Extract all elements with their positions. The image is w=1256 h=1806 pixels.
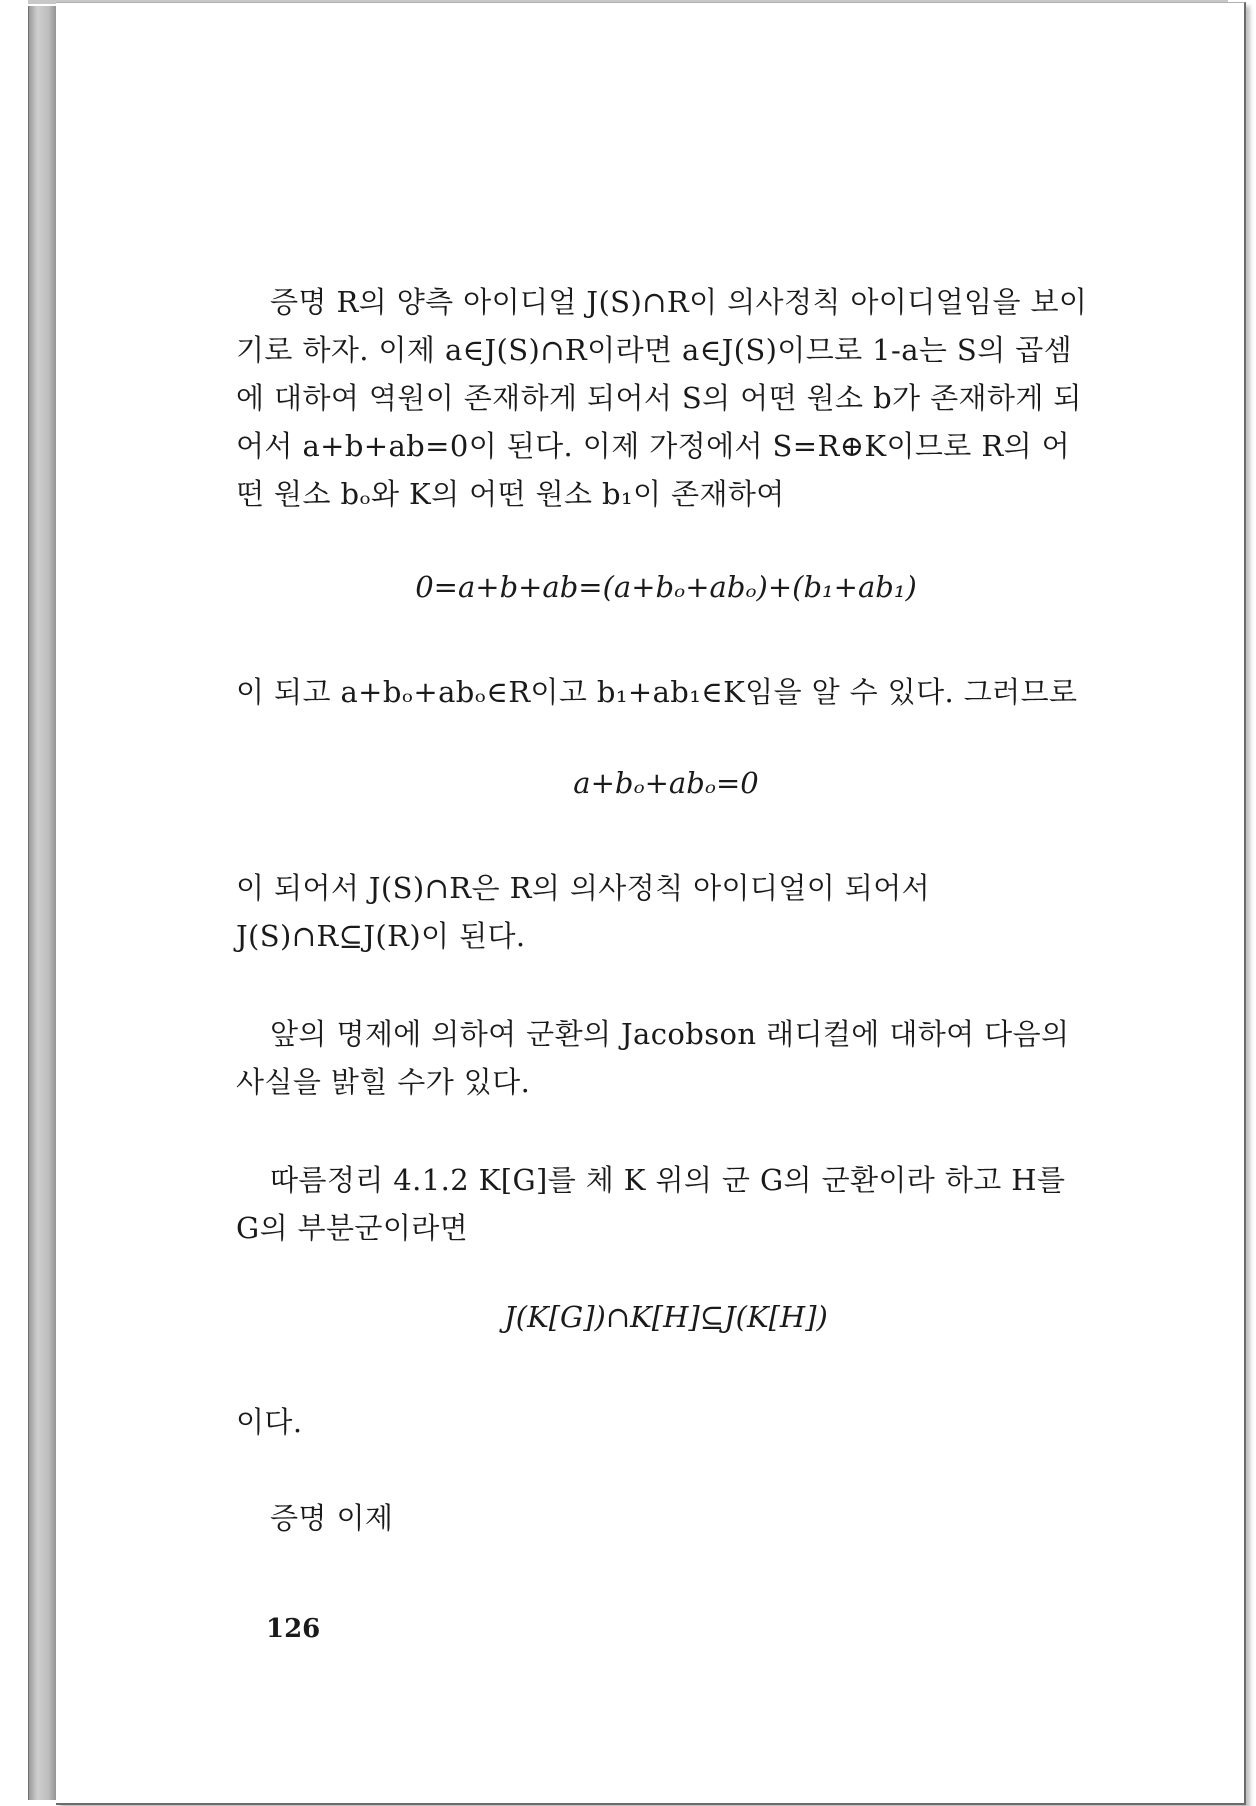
paragraph-3-text: 이 되어서 J(S)∩R은 R의 의사정칙 아이디얼이 되어서 J(S)∩R⊆J(R)이 된다. — [236, 871, 931, 953]
page-number: 126 — [266, 1614, 321, 1644]
equation-3: J(K[G])∩K[H]⊆J(K[H]) — [504, 1300, 828, 1334]
proof-paragraph — [236, 278, 1096, 518]
paragraph-2 — [236, 668, 1096, 716]
paragraph-4-text: 앞의 명제에 의하여 군환의 Jacobson 래디컬에 대하여 다음의 사실을 밝힐 수가 있다. — [236, 1017, 1070, 1099]
book-spine — [28, 6, 57, 1800]
paragraph-6-text: 이다. — [236, 1405, 303, 1439]
proof-paragraph-text: 증명 R의 양측 아이디얼 J(S)∩R이 의사정칙 아이디얼임을 보이기로 하자. 이제 a∈J(S)∩R이라면 a∈J(S)이므로 1-a는 S의 곱셈에 대하여 역원이 존재하게 되어서 S의 어떤 원소 b가 존재하게 되어서 a+b+ab=0이 된다. 이제 가정에서 S=R⊕K이므로 R의 어떤 원소 bₒ와 K의 어떤 원소 b₁이 존재하여 — [236, 285, 1088, 511]
proof-start-text: 증명 이제 — [270, 1501, 394, 1535]
equation-1: 0=a+b+ab=(a+bₒ+abₒ)+(b₁+ab₁) — [415, 570, 917, 604]
paragraph-3 — [236, 864, 1096, 960]
corollary-text: 따름정리 4.1.2 K[G]를 체 K 위의 군 G의 군환이라 하고 H를 G의 부분군이라면 — [236, 1163, 1066, 1245]
equation-2: a+bₒ+abₒ=0 — [573, 766, 759, 800]
proof-start — [236, 1494, 1096, 1542]
corollary-paragraph — [236, 1156, 1096, 1252]
paragraph-6 — [236, 1398, 1096, 1446]
paragraph-2-text: 이 되고 a+bₒ+abₒ∈R이고 b₁+ab₁∈K임을 알 수 있다. 그러므로 — [236, 675, 1078, 709]
paragraph-4 — [236, 1010, 1096, 1106]
